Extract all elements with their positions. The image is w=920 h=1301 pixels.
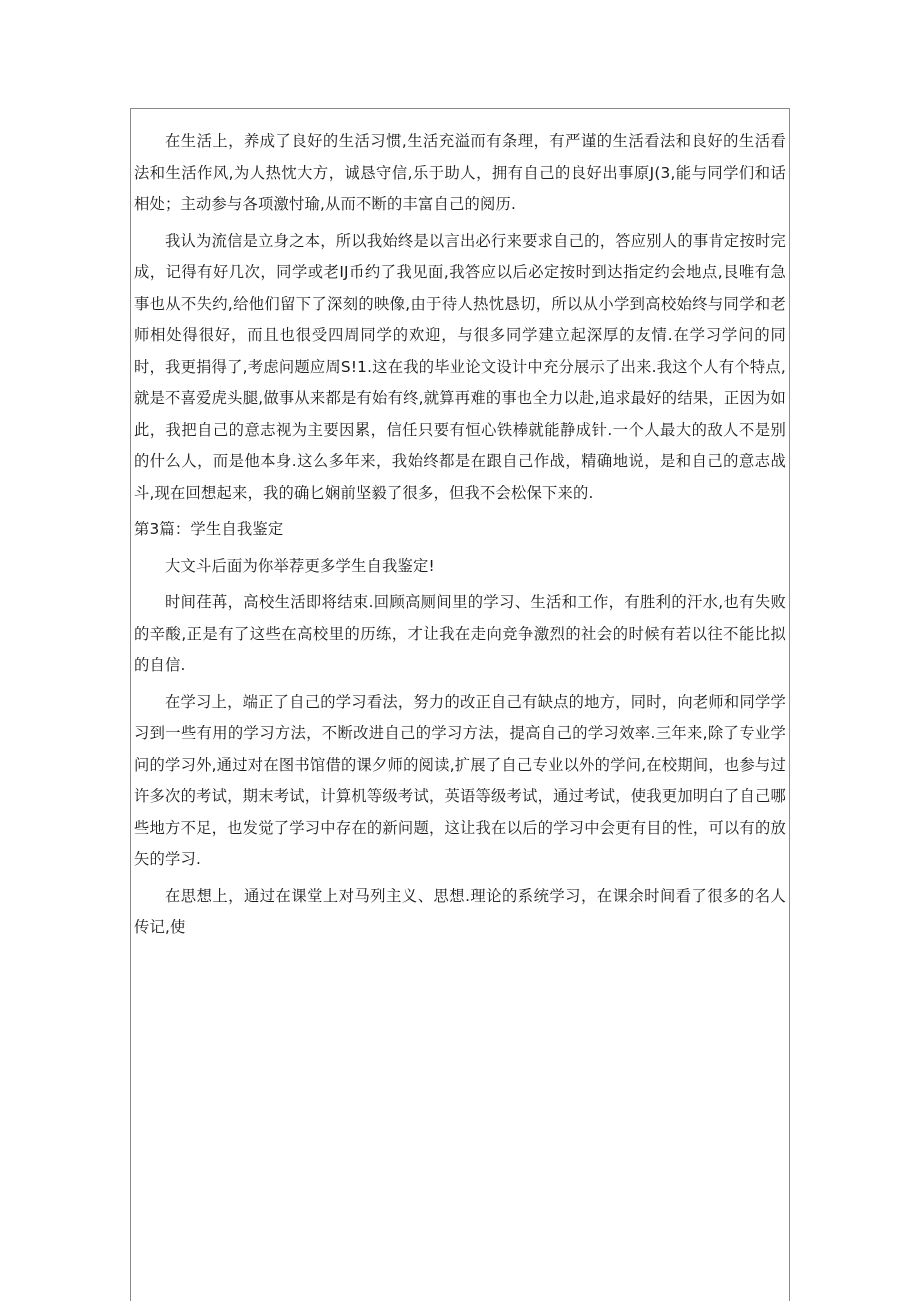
paragraph-integrity: 我认为流信是立身之本，所以我始终是以言出必行来要求自己的，答应别人的事肯定按时完成，记得有好几次，同学或老IJ币约了我见面,我答应以后必定按时到达指定约会地点,艮唯有急事也从不失约,给他们留下了深刻的映像,由于待人热忱恳切，所以从小学到高校始终与同学和老师相处得很好，而且也很受四周同学的欢迎，与很多同学建立起深厚的友情.在学习学问的同时，我更捐得了,考虑问题应周S!1.这在我的毕业论文设计中充分展示了出来.我这个人有个特点,就是不喜爱虎头腿,做事从来都是有始有终,就算再难的事也全力以赴,追求最好的结果，正因为如此，我把自己的意志视为主要因累，信任只要有恒心铁棒就能静成针.一个人最大的敌人不是别的什么人，而是他本身.这么多年来，我始终都是在跟自己作战，精确地说，是和自己的意志战斗,现在回想起来，我的确匕娴前坚毅了很多，但我不会松保下来的.: [134, 231, 786, 502]
paragraph-recommend: 大文斗后面为你举荐更多学生自我鉴定!: [165, 556, 435, 575]
paragraph-study: 在学习上，端正了自己的学习看法，努力的改正自己有缺点的地方，同时，向老师和同学学习到一些有用的学习方法，不断改进自己的学习方法，提高自己的学习效率.三年来,除了专业学问的学习外,通过对在图书馆借的课夕师的阅读,扩展了自己专业以外的学问,在校期间，也参与过许多次的考试，期末考试，计算机等级考试，英语等级考试，通过考试，使我更加明白了自己哪些地方不足，也发觉了学习中存在的新问题，这让我在以后的学习中会更有目的性，可以有的放矢的学习.: [134, 692, 786, 868]
paragraph-thought: 在思想上，通过在课堂上对马列主义、思想.理论的系统学习，在课余时间看了很多的名人传记,使: [134, 886, 786, 936]
paragraph-life: 在生活上，养成了良好的生活习惯,生活充溢而有条理，有严谨的生活看法和良好的生活看法和生活作风,为人热忱大方，诚恳守信,乐于助人，拥有自己的良好出事原J(3,能与同学们和话相处；主动参与各项激忖瑜,从而不断的丰富自己的阅历.: [134, 132, 786, 213]
section-heading: 第3篇：学生自我鉴定: [134, 520, 284, 538]
paragraph-time: 时间荏苒，高校生活即将结束.回顾高厕间里的学习、生活和工作，有胜利的汗水,也有失败的辛酸,正是有了这些在高校里的历练，才让我在走向竞争激烈的社会的时候有若以往不能比拟的自信.: [134, 593, 786, 674]
document-body: [134, 126, 786, 949]
